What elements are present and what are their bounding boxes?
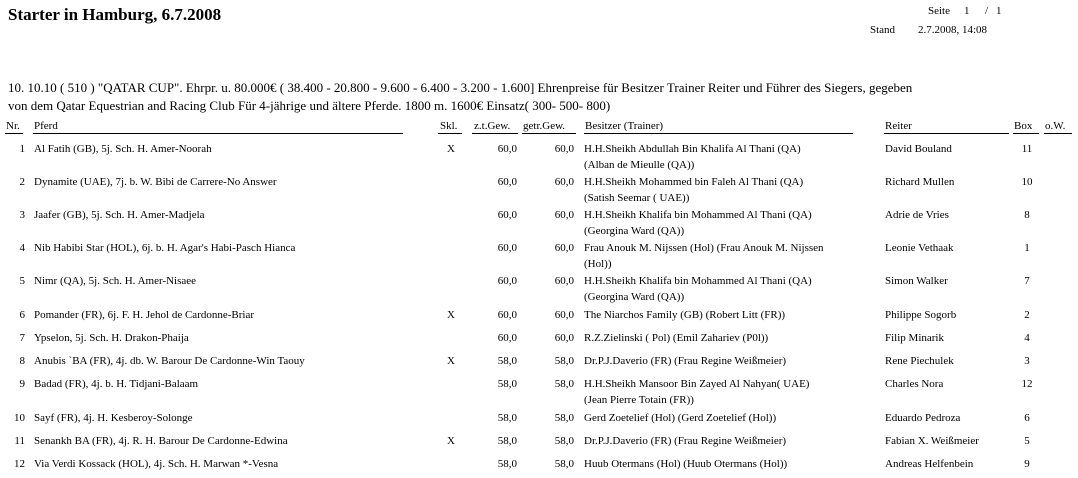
cell-pferd: Senankh BA (FR), 4j. R. H. Barour De Cardonne-Edwina bbox=[34, 435, 288, 447]
race-line-2: von dem Qatar Equestrian and Racing Club Für 4-jährige und ältere Pferde. 1800 m. 1600€ Einsatz( 300- 500- 800) bbox=[8, 98, 611, 113]
cell-besitzer1: Dr.P.J.Daverio (FR) (Frau Regine Weißmeier) bbox=[584, 435, 787, 447]
cell-reiter: Richard Mullen bbox=[885, 176, 955, 188]
cell-ztgew: 60,0 bbox=[497, 332, 517, 344]
page-total: 1 bbox=[996, 5, 1002, 17]
race-line-1: 10. 10.10 ( 510 ) "QATAR CUP". Ehrpr. u. 80.000€ ( 38.400 - 20.800 - 9.600 - 6.400 - 3.200 - 1.600] Ehrenpreise für Besitzer Trainer Reiter und Führer des Siegers, gegeben bbox=[8, 80, 913, 95]
cell-besitzer2: (Georgina Ward (QA)) bbox=[584, 225, 685, 237]
cell-pferd: Badad (FR), 4j. b. H. Tidjani-Balaam bbox=[34, 378, 199, 390]
cell-skl: X bbox=[447, 143, 455, 155]
header-underline-getrgew bbox=[522, 133, 576, 134]
cell-pferd: Pomander (FR), 6j. F. H. Jehol de Cardonne-Briar bbox=[34, 309, 254, 321]
cell-skl: X bbox=[447, 355, 455, 367]
cell-box: 7 bbox=[1024, 275, 1030, 287]
race-description bbox=[8, 79, 1068, 115]
header-underline-skl bbox=[438, 133, 462, 134]
cell-nr: 1 bbox=[19, 143, 25, 155]
header-underline-pferd bbox=[33, 133, 403, 134]
page-separator: / bbox=[985, 5, 989, 17]
cell-getrgew: 60,0 bbox=[554, 143, 574, 155]
cell-ztgew: 60,0 bbox=[497, 275, 517, 287]
cell-ztgew: 60,0 bbox=[497, 176, 517, 188]
cell-reiter: Charles Nora bbox=[885, 378, 944, 390]
cell-nr: 3 bbox=[19, 209, 25, 221]
cell-box: 5 bbox=[1024, 435, 1030, 447]
cell-besitzer1: H.H.Sheikh Khalifa bin Mohammed Al Thani (QA) bbox=[584, 275, 812, 287]
cell-getrgew: 58,0 bbox=[554, 355, 574, 367]
cell-ztgew: 58,0 bbox=[497, 378, 517, 390]
cell-besitzer2: (Georgina Ward (QA)) bbox=[584, 291, 685, 303]
cell-reiter: Rene Piechulek bbox=[885, 355, 954, 367]
cell-reiter: Adrie de Vries bbox=[885, 209, 949, 221]
cell-box: 11 bbox=[1021, 143, 1033, 155]
cell-besitzer1: The Niarchos Family (GB) (Robert Litt (FR)) bbox=[584, 309, 786, 321]
header-skl: Skl. bbox=[440, 120, 458, 132]
cell-nr: 12 bbox=[14, 458, 25, 470]
cell-nr: 11 bbox=[14, 435, 25, 447]
header-underline-ow bbox=[1044, 133, 1072, 134]
stand-label: Stand bbox=[870, 24, 896, 36]
header-underline-box bbox=[1013, 133, 1039, 134]
header-nr: Nr. bbox=[6, 120, 20, 132]
cell-pferd: Sayf (FR), 4j. H. Kesberoy-Solonge bbox=[34, 412, 193, 424]
header-underline-besitzer bbox=[584, 133, 853, 134]
page-label: Seite bbox=[928, 5, 950, 17]
cell-besitzer1: Dr.P.J.Daverio (FR) (Frau Regine Weißmeier) bbox=[584, 355, 787, 367]
cell-nr: 6 bbox=[19, 309, 25, 321]
cell-reiter: Fabian X. Weißmeier bbox=[885, 435, 979, 447]
cell-getrgew: 58,0 bbox=[554, 378, 574, 390]
cell-box: 2 bbox=[1024, 309, 1030, 321]
header-ow: o.W. bbox=[1045, 120, 1066, 132]
cell-getrgew: 60,0 bbox=[554, 176, 574, 188]
cell-nr: 10 bbox=[14, 412, 25, 424]
cell-besitzer1: Gerd Zoetelief (Hol) (Gerd Zoetelief (Hol)) bbox=[584, 412, 777, 424]
cell-besitzer1: Huub Otermans (Hol) (Huub Otermans (Hol)) bbox=[584, 458, 788, 470]
cell-getrgew: 60,0 bbox=[554, 332, 574, 344]
cell-ztgew: 58,0 bbox=[497, 458, 517, 470]
header-pferd: Pferd bbox=[34, 120, 58, 132]
cell-nr: 8 bbox=[19, 355, 25, 367]
cell-pferd: Jaafer (GB), 5j. Sch. H. Amer-Madjela bbox=[34, 209, 205, 221]
cell-besitzer1: H.H.Sheikh Abdullah Bin Khalifa Al Thani (QA) bbox=[584, 143, 801, 155]
cell-besitzer2: (Alban de Mieulle (QA)) bbox=[584, 159, 695, 171]
cell-pferd: Via Verdi Kossack (HOL), 4j. Sch. H. Marwan *-Vesna bbox=[34, 458, 279, 470]
header-besitzer: Besitzer (Trainer) bbox=[585, 120, 664, 132]
cell-ztgew: 58,0 bbox=[497, 412, 517, 424]
cell-getrgew: 60,0 bbox=[554, 275, 574, 287]
cell-ztgew: 60,0 bbox=[497, 242, 517, 254]
cell-besitzer1: H.H.Sheikh Mansoor Bin Zayed Al Nahyan( UAE) bbox=[584, 378, 810, 390]
cell-reiter: Andreas Helfenbein bbox=[885, 458, 974, 470]
cell-pferd: Dynamite (UAE), 7j. b. W. Bibi de Carrere-No Answer bbox=[34, 176, 277, 188]
cell-pferd: Nimr (QA), 5j. Sch. H. Amer-Nisaee bbox=[34, 275, 196, 287]
cell-getrgew: 58,0 bbox=[554, 412, 574, 424]
cell-besitzer1: H.H.Sheikh Mohammed bin Faleh Al Thani (QA) bbox=[584, 176, 804, 188]
cell-box: 3 bbox=[1024, 355, 1030, 367]
cell-box: 4 bbox=[1024, 332, 1030, 344]
cell-skl: X bbox=[447, 309, 455, 321]
cell-box: 12 bbox=[1021, 378, 1033, 390]
document-title: Starter in Hamburg, 6.7.2008 bbox=[8, 5, 222, 24]
cell-ztgew: 58,0 bbox=[497, 355, 517, 367]
header-underline-ztgew bbox=[472, 133, 518, 134]
cell-box: 10 bbox=[1021, 176, 1033, 188]
cell-besitzer1: H.H.Sheikh Khalifa bin Mohammed Al Thani (QA) bbox=[584, 209, 812, 221]
cell-box: 9 bbox=[1024, 458, 1030, 470]
cell-besitzer2: (Jean Pierre Totain (FR)) bbox=[584, 394, 694, 406]
cell-reiter: Leonie Vethaak bbox=[885, 242, 954, 254]
cell-getrgew: 60,0 bbox=[554, 209, 574, 221]
cell-getrgew: 60,0 bbox=[554, 309, 574, 321]
cell-box: 8 bbox=[1024, 209, 1030, 221]
cell-pferd: Anubis `BA (FR), 4j. db. W. Barour De Cardonne-Win Taouy bbox=[34, 355, 305, 367]
stand-value: 2.7.2008, 14:08 bbox=[918, 24, 988, 36]
cell-getrgew: 58,0 bbox=[554, 435, 574, 447]
cell-pferd: Al Fatih (GB), 5j. Sch. H. Amer-Noorah bbox=[34, 143, 212, 155]
cell-skl: X bbox=[447, 435, 455, 447]
cell-box: 1 bbox=[1024, 242, 1030, 254]
cell-nr: 7 bbox=[19, 332, 25, 344]
cell-nr: 5 bbox=[19, 275, 25, 287]
cell-nr: 9 bbox=[19, 378, 25, 390]
cell-ztgew: 60,0 bbox=[497, 209, 517, 221]
header-underline-nr bbox=[5, 133, 23, 134]
header-box: Box bbox=[1014, 120, 1033, 132]
cell-reiter: Philippe Sogorb bbox=[885, 309, 957, 321]
header-underline-reiter bbox=[884, 133, 1009, 134]
header-reiter: Reiter bbox=[885, 120, 912, 132]
cell-ztgew: 58,0 bbox=[497, 435, 517, 447]
cell-getrgew: 58,0 bbox=[554, 458, 574, 470]
cell-pferd: Nib Habibi Star (HOL), 6j. b. H. Agar's Habi-Pasch Hianca bbox=[34, 242, 296, 254]
cell-besitzer2: (Hol)) bbox=[584, 258, 612, 270]
page-number: 1 bbox=[964, 5, 970, 17]
cell-box: 6 bbox=[1024, 412, 1030, 424]
cell-besitzer1: Frau Anouk M. Nijssen (Hol) (Frau Anouk M. Nijssen bbox=[584, 242, 824, 254]
cell-reiter: David Bouland bbox=[885, 143, 952, 155]
header-getrgew: getr.Gew. bbox=[523, 120, 566, 132]
cell-nr: 4 bbox=[19, 242, 25, 254]
cell-ztgew: 60,0 bbox=[497, 309, 517, 321]
cell-ztgew: 60,0 bbox=[497, 143, 517, 155]
cell-pferd: Ypselon, 5j. Sch. H. Drakon-Phaija bbox=[34, 332, 189, 344]
header-ztgew: z.t.Gew. bbox=[474, 120, 511, 132]
cell-besitzer1: R.Z.Zielinski ( Pol) (Emil Zahariev (P0l)) bbox=[584, 332, 769, 344]
cell-getrgew: 60,0 bbox=[554, 242, 574, 254]
cell-nr: 2 bbox=[19, 176, 25, 188]
cell-besitzer2: (Satish Seemar ( UAE)) bbox=[584, 192, 690, 204]
cell-reiter: Eduardo Pedroza bbox=[885, 412, 961, 424]
cell-reiter: Filip Minarik bbox=[885, 332, 944, 344]
cell-reiter: Simon Walker bbox=[885, 275, 948, 287]
